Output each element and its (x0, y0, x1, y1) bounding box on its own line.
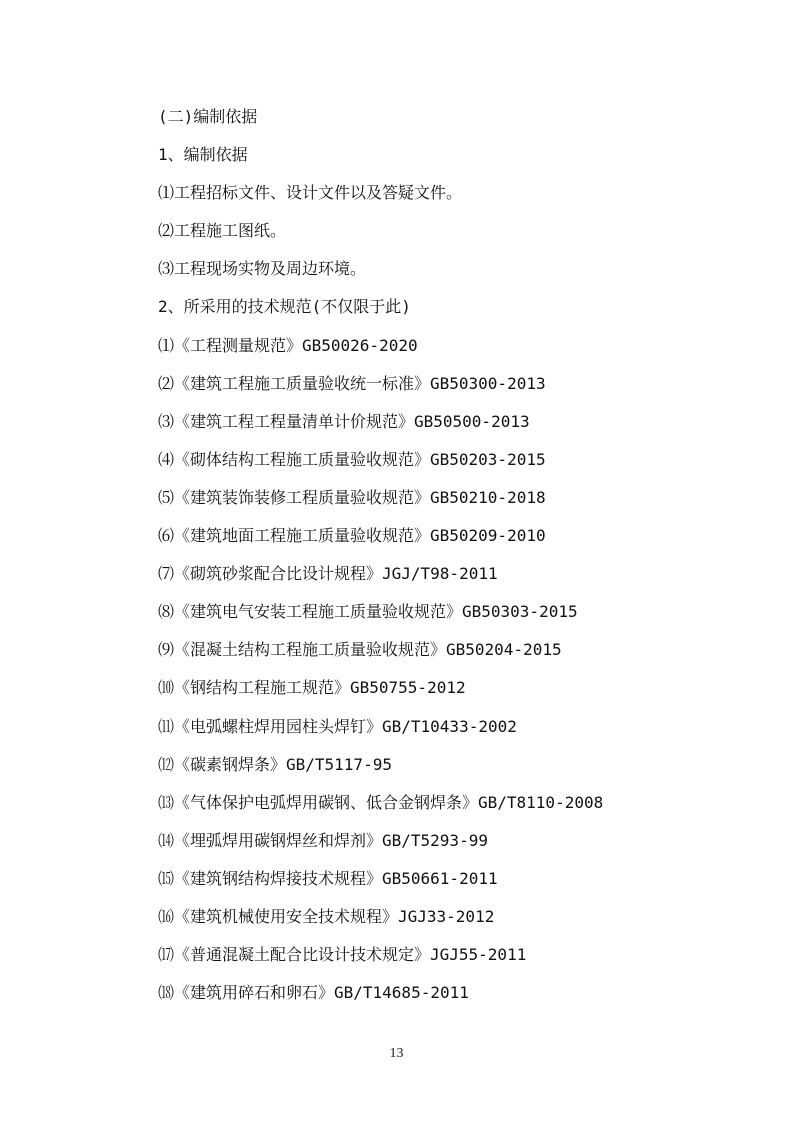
standard-item: ⑻《建筑电气安装工程施工质量验收规范》GB50303-2015 (158, 602, 578, 622)
standard-item: ⑵《建筑工程施工质量验收统一标准》GB50300-2013 (158, 373, 546, 393)
page-number: 13 (389, 1046, 404, 1061)
basis-item: ⑶工程现场实物及周边环境。 (158, 259, 367, 279)
standard-item: ⒁《埋弧焊用碳钢焊丝和焊剂》GB/T5293-99 (158, 830, 488, 850)
standard-item: ⑾《电弧螺柱焊用园柱头焊钉》GB/T10433-2002 (158, 716, 517, 736)
standard-item: ⑷《砌体结构工程施工质量验收规范》GB50203-2015 (158, 449, 546, 469)
section-title: (二)编制依据 (158, 107, 258, 126)
standard-item: ⑹《建筑地面工程施工质量验收规范》GB50209-2010 (158, 526, 546, 546)
standards-heading: 2、所采用的技术规范(不仅限于此) (158, 297, 411, 317)
standard-item: ⒄《普通混凝土配合比设计技术规定》JGJ55-2011 (158, 945, 527, 965)
basis-heading: 1、编制依据 (158, 145, 248, 165)
standard-item: ⑺《砌筑砂浆配合比设计规程》JGJ/T98-2011 (158, 564, 498, 584)
standard-item: ⑴《工程测量规范》GB50026-2020 (158, 335, 418, 355)
standard-item: ⑼《混凝土结构工程施工质量验收规范》GB50204-2015 (158, 640, 562, 660)
standard-item: ⒂《建筑钢结构焊接技术规程》GB50661-2011 (158, 868, 498, 888)
basis-item: ⑵工程施工图纸。 (158, 221, 287, 241)
document-body (158, 98, 758, 1012)
standard-item: ⒅《建筑用碎石和卵石》GB/T14685-2011 (158, 983, 469, 1003)
standard-item: ⑿《碳素钢焊条》GB/T5117-95 (158, 754, 392, 774)
standard-item: ⒀《气体保护电弧焊用碳钢、低合金钢焊条》GB/T8110-2008 (158, 792, 604, 812)
standard-item: ⑶《建筑工程工程量清单计价规范》GB50500-2013 (158, 411, 530, 431)
standard-item: ⑽《钢结构工程施工规范》GB50755-2012 (158, 678, 466, 698)
standard-item: ⑸《建筑装饰装修工程质量验收规范》GB50210-2018 (158, 487, 546, 507)
standard-item: ⒃《建筑机械使用安全技术规程》JGJ33-2012 (158, 906, 495, 926)
basis-item: ⑴工程招标文件、设计文件以及答疑文件。 (158, 183, 463, 203)
